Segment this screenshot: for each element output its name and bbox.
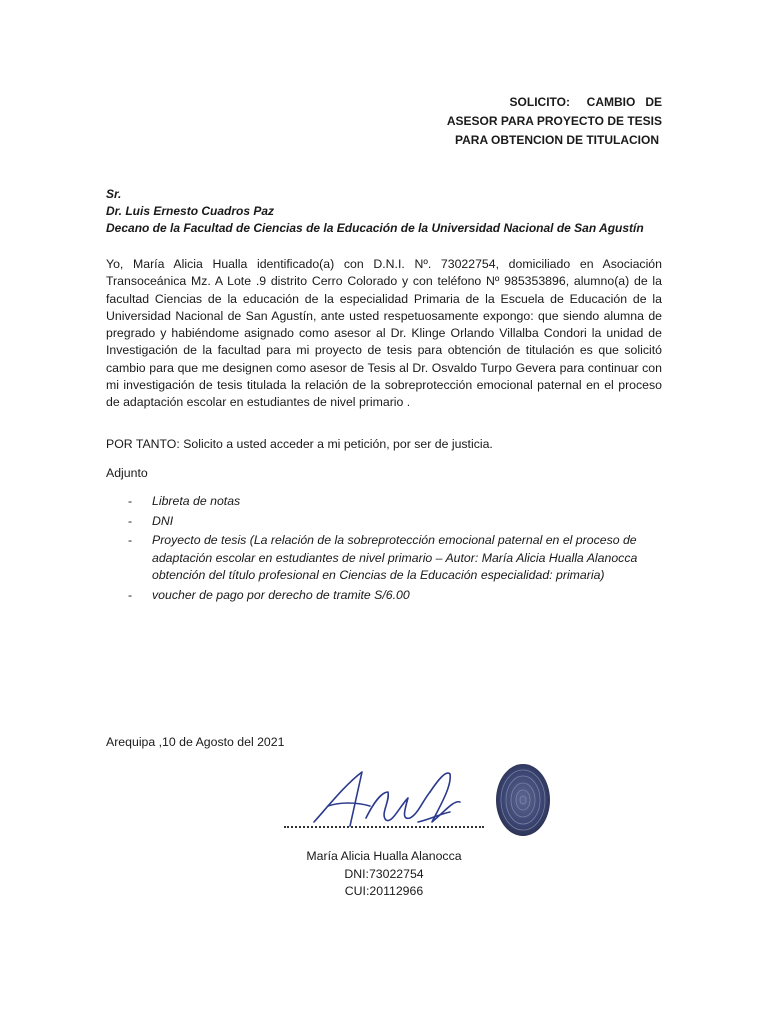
list-item	[106, 587, 662, 605]
attachments-list	[106, 493, 662, 606]
fingerprint-mark	[494, 762, 552, 838]
attachment-item: DNI	[152, 513, 174, 528]
body-paragraph: Yo, María Alicia Hualla identificado(a) con D.N.I. Nº. 73022754, domiciliado en Asociación Transoceánica Mz. A Lote .9 distrito Cerro Colorado y con teléfono Nº 985353896, alumno(a) de la facultad Ciencias de la educación de la especialidad Primaria de la Escuela de Educación de la Universidad Nacional de San Agustín, ante usted respetuosamente expongo: que siendo alumna de pregrado y habiéndome asignado como asesor al Dr. Klinge Orlando Villalba Condori la unidad de Investigación de la facultad para mi proyecto de tesis para obtención de titulación es que solicitó cambio para que me designen como asesor de Tesis al Dr. Osvaldo Turpo Gevera para continuar con mi investigación de tesis titulada la relación de la sobreprotección emocional paternal en el proceso de adaptación escolar en estudiantes de nivel primario .	[106, 257, 662, 410]
subject-block	[447, 93, 662, 150]
attachment-item: Proyecto de tesis (La relación de la sobreprotección emocional paternal en el proceso de adaptación escolar en estudiantes de nivel primario – Autor: María Alicia Hualla Alanocca obtención del título profesional en Ciencias de la Educación especialidad: primaria)	[152, 533, 638, 582]
list-item	[106, 532, 662, 585]
subject-line-3: PARA OBTENCION DE TITULACION	[455, 133, 659, 147]
por-tanto-statement: POR TANTO: Solicito a usted acceder a mi petición, por ser de justicia.	[106, 437, 493, 451]
signature-line	[284, 826, 484, 828]
signer-dni: DNI:73022754	[344, 866, 424, 881]
addressee-block	[106, 186, 644, 237]
adjunto-heading: Adjunto	[106, 466, 148, 480]
signer-cui: CUI:20112966	[344, 884, 424, 898]
addressee-name: Dr. Luis Ernesto Cuadros Paz	[106, 204, 275, 218]
list-bullet: -	[128, 587, 133, 602]
addressee-position: Decano de la Facultad de Ciencias de la Educación de la Universidad Nacional de San Agustín	[106, 221, 644, 235]
attachment-item: voucher de pago por derecho de tramite S/6.00	[152, 587, 410, 602]
addressee-salutation: Sr.	[106, 187, 122, 201]
signer-block	[284, 848, 484, 901]
signer-name: María Alicia Hualla Alanocca	[306, 849, 462, 863]
list-item	[106, 513, 662, 531]
place-date: Arequipa ,10 de Agosto del 2021	[106, 735, 285, 749]
list-item	[106, 493, 662, 511]
handwritten-signature	[300, 762, 470, 832]
subject-line-2: ASESOR PARA PROYECTO DE TESIS	[446, 114, 662, 128]
subject-line-1: SOLICITO: CAMBIO DE	[509, 95, 662, 109]
attachment-item: Libreta de notas	[152, 494, 241, 508]
list-bullet: -	[128, 494, 133, 508]
list-bullet: -	[128, 533, 133, 547]
list-bullet: -	[128, 513, 133, 528]
